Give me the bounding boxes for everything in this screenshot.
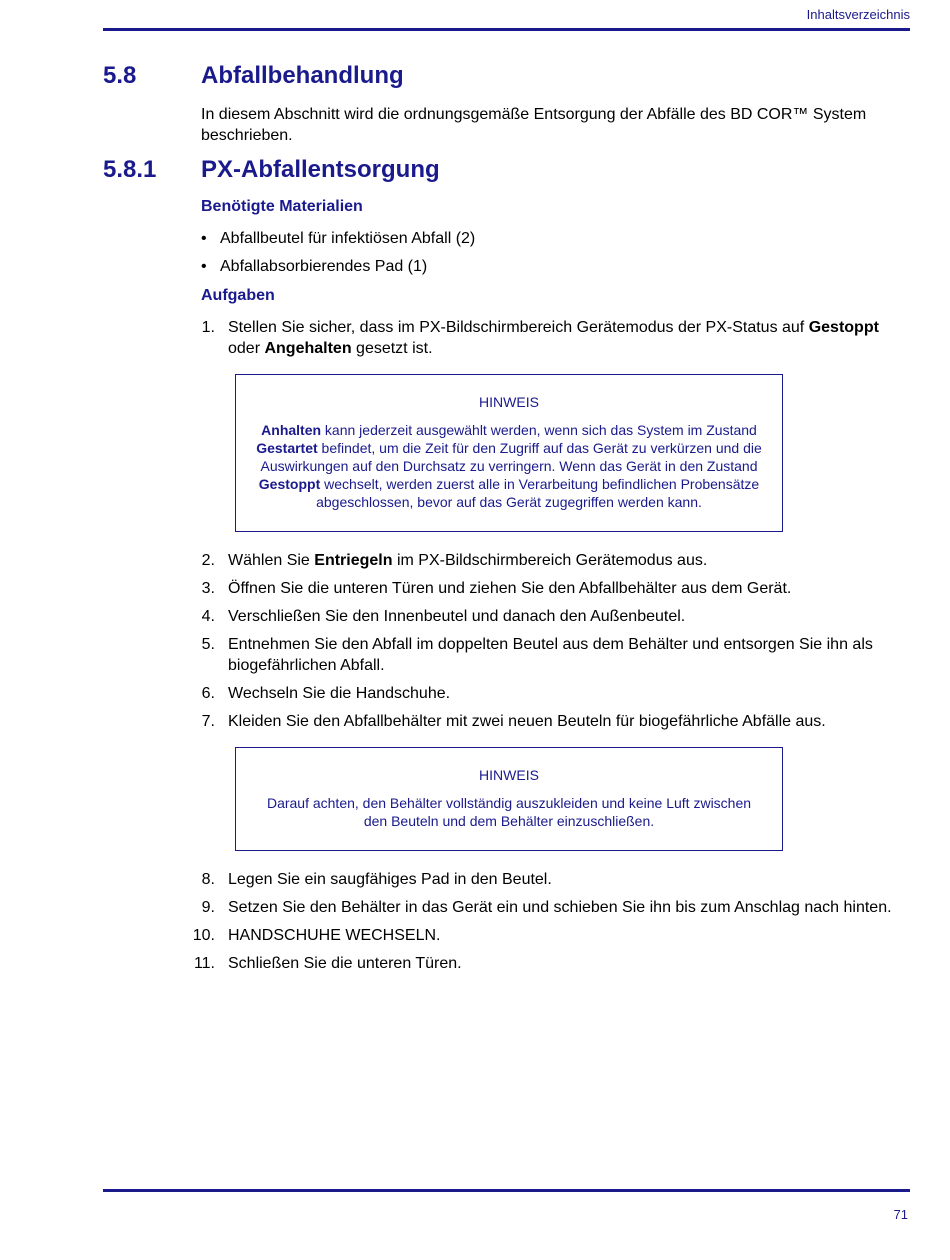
section-heading-5-8 <box>103 62 913 90</box>
step-text: Wählen Sie <box>228 552 315 569</box>
section-intro: In diesem Abschnitt wird die ordnungsgemäße Entsorgung der Abfälle des BD COR™ System beschrieben. <box>201 106 867 144</box>
table-of-contents-link[interactable]: Inhaltsverzeichnis <box>806 7 910 22</box>
step-text: Öffnen Sie die unteren Türen und ziehen Sie den Abfallbehälter aus dem Gerät. <box>228 580 792 597</box>
section-heading-5-8-1 <box>103 156 913 184</box>
note-box <box>235 747 783 851</box>
step-number: 4. <box>201 608 215 625</box>
step-number: 3. <box>201 580 215 597</box>
step-number: 1. <box>201 319 215 336</box>
note-text: wechselt, werden zuerst alle in Verarbeitung befindlichen Probensätze abgeschlossen, bevor auf das Gerät zugegriffen werden kann. <box>316 476 760 510</box>
step-number: 10. <box>192 927 215 944</box>
note-body: Darauf achten, den Behälter vollständig auszukleiden und keine Luft zwischen den Beuteln und dem Behälter einzuschließen. <box>266 795 752 829</box>
step-text: oder <box>228 340 265 357</box>
step-text: im PX-Bildschirmbereich Gerätemodus aus. <box>392 552 708 569</box>
section-title: Abfallbehandlung <box>201 62 404 89</box>
step-text: HANDSCHUHE WECHSELN. <box>228 927 441 944</box>
note-emphasis: Anhalten <box>261 422 322 438</box>
note-title: HINWEIS <box>479 767 539 783</box>
section-number: 5.8 <box>103 62 137 89</box>
step-item <box>201 869 910 890</box>
note-emphasis: Gestoppt <box>258 476 321 492</box>
step-item <box>201 550 910 571</box>
step-number: 8. <box>201 871 215 888</box>
step-text: Legen Sie ein saugfähiges Pad in den Beutel. <box>228 871 552 888</box>
page-content <box>103 60 913 981</box>
step-item <box>201 634 910 676</box>
status-stopped: Gestoppt <box>808 319 879 336</box>
step-text: Wechseln Sie die Handschuhe. <box>228 685 451 702</box>
step-number: 2. <box>201 552 215 569</box>
list-item: • Abfallabsorbierendes Pad (1) <box>201 256 913 277</box>
task-steps-part-1 <box>201 317 913 359</box>
step-text: Entnehmen Sie den Abfall im doppelten Beutel aus dem Behälter und entsorgen Sie ihn als biogefährlichen Abfall. <box>228 636 873 674</box>
note-emphasis: Gestartet <box>256 440 318 456</box>
footer-rule <box>103 1189 910 1192</box>
unlock-label: Entriegeln <box>314 552 393 569</box>
step-text: Stellen Sie sicher, dass im PX-Bildschirmbereich Gerätemodus der PX-Status auf <box>228 319 809 336</box>
step-number: 6. <box>201 685 215 702</box>
step-item <box>201 683 910 704</box>
step-text: Verschließen Sie den Innenbeutel und danach den Außenbeutel. <box>228 608 686 625</box>
step-number: 7. <box>201 713 215 730</box>
subsection-title: PX-Abfallentsorgung <box>201 156 440 183</box>
status-paused: Angehalten <box>264 340 352 357</box>
note-text: befindet, um die Zeit für den Zugriff auf das Gerät zu verkürzen und die Auswirkungen auf den Durchsatz zu verringern. Wenn das Gerät in den Zustand <box>260 440 762 474</box>
task-steps-part-3 <box>192 869 913 974</box>
step-text: Setzen Sie den Behälter in das Gerät ein und schieben Sie ihn bis zum Anschlag nach hinten. <box>228 899 892 916</box>
note-title: HINWEIS <box>479 394 539 410</box>
step-item <box>201 711 910 732</box>
list-item: • Abfallbeutel für infektiösen Abfall (2) <box>201 228 913 249</box>
step-number: 5. <box>201 636 215 653</box>
note-body <box>256 421 762 511</box>
materials-list <box>201 228 913 277</box>
step-text: Kleiden Sie den Abfallbehälter mit zwei neuen Beuteln für biogefährliche Abfälle aus. <box>228 713 826 730</box>
step-item <box>201 897 910 918</box>
note-text: kann jederzeit ausgewählt werden, wenn sich das System im Zustand <box>321 422 757 438</box>
tasks-heading: Aufgaben <box>201 287 275 304</box>
page-number: 71 <box>893 1207 908 1222</box>
header-rule <box>103 28 910 31</box>
step-number: 11. <box>193 955 215 972</box>
step-item <box>201 578 910 599</box>
step-text: Schließen Sie die unteren Türen. <box>228 955 462 972</box>
task-steps-part-2 <box>201 550 913 732</box>
materials-heading: Benötigte Materialien <box>201 198 363 215</box>
note-box <box>235 374 783 532</box>
step-item <box>193 953 910 974</box>
step-item <box>201 317 910 359</box>
step-item <box>192 925 910 946</box>
step-item <box>201 606 910 627</box>
step-text: gesetzt ist. <box>351 340 433 357</box>
step-number: 9. <box>201 899 215 916</box>
subsection-number: 5.8.1 <box>103 156 157 183</box>
